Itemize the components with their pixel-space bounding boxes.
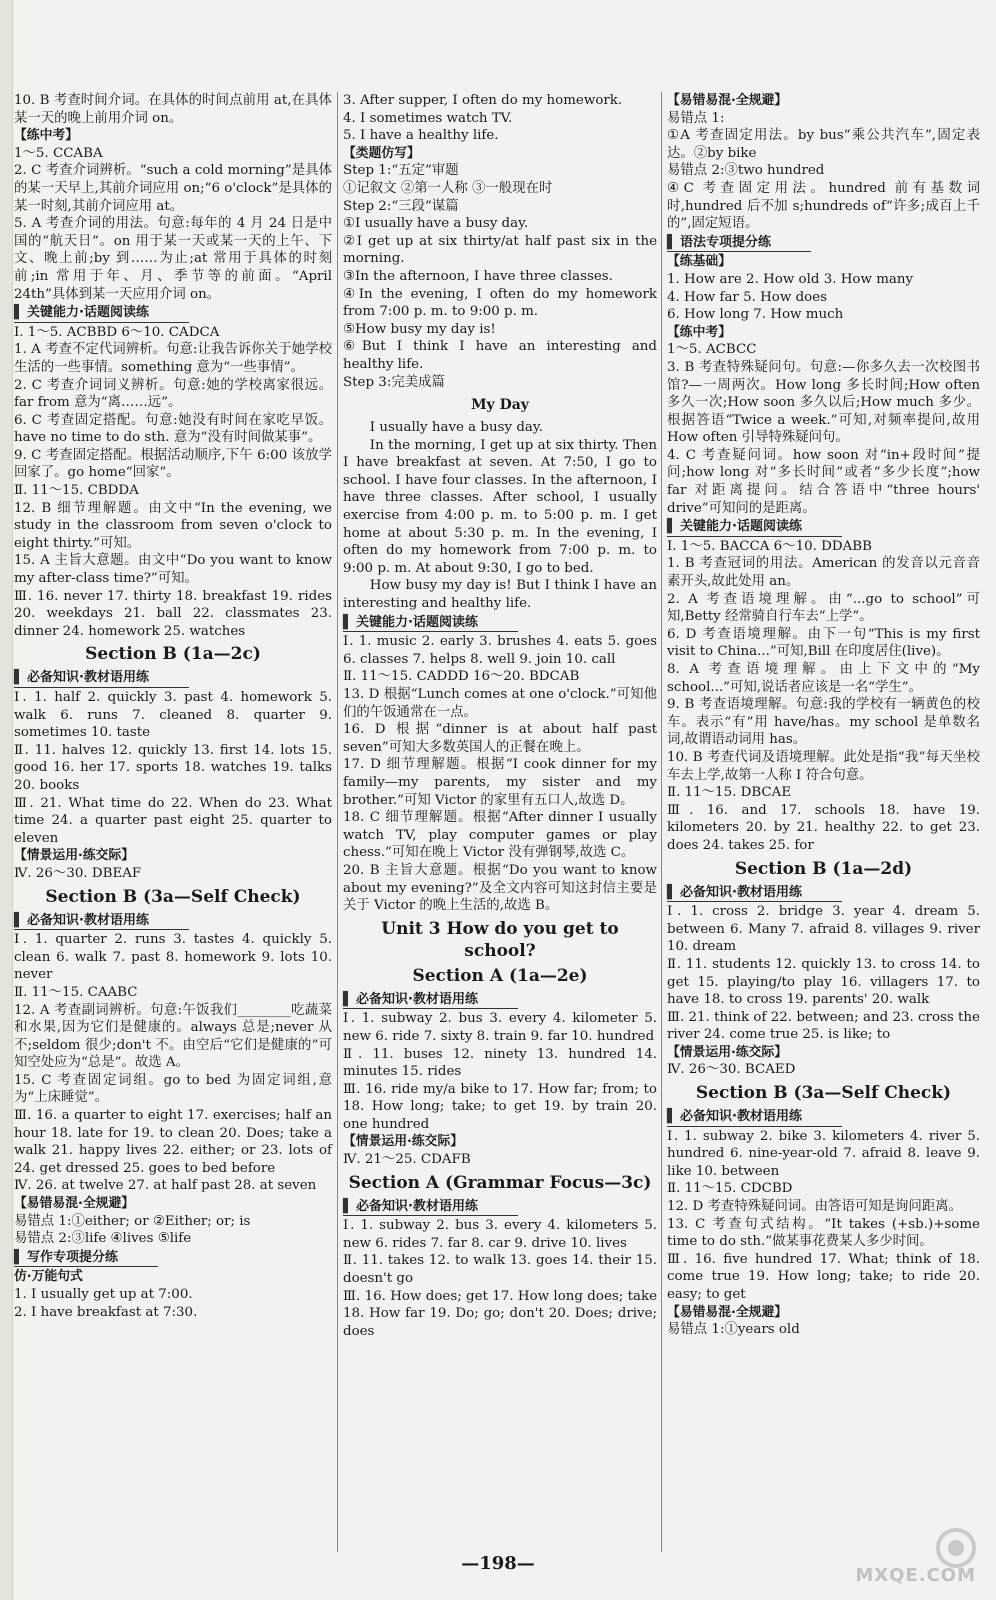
- answer-line: ②I get up at six thirty/at half past six in the morning.: [343, 233, 657, 267]
- answer-line: Ⅰ. 1. quarter 2. runs 3. tastes 4. quickly 5. clean 6. walk 7. past 8. homework 9. lots 10. never: [14, 932, 332, 983]
- answer-line: 易错点 2:③life ④lives ⑤life: [14, 1231, 192, 1247]
- bracket-heading: 【易错易混·全规避】: [14, 1196, 135, 1212]
- answer-line: Ⅰ. 1. subway 2. bike 3. kilometers 4. river 5. hundred 6. nine-year-old 7. afraid 8. leave 9. like 10. between: [667, 1128, 980, 1179]
- section-heading-bar: ▌ 语法专项提分练: [667, 234, 811, 253]
- bracket-heading: 【情景运用·练交际】: [343, 1134, 464, 1150]
- column-divider: [337, 92, 338, 1552]
- answer-line: 2. C 考查介词辨析。“such a cold morning”是具体的某一天早上,其前介词应用 on;“6 o'clock”是具体的某一时刻,其前介词应用 at。: [14, 163, 332, 214]
- answer-line: 1. I usually get up at 7:00.: [14, 1287, 193, 1302]
- answer-line: 9. C 考查固定搭配。根据活动顺序,下午 6:00 该放学回家了。go home“回家”。: [14, 447, 332, 481]
- section-heading: [343, 1197, 657, 1218]
- answer-line: Ⅰ. 1. half 2. quickly 3. past 4. homework 5. walk 6. runs 7. cleaned 8. quarter 9. sometimes 10. taste: [14, 690, 332, 741]
- answer-line: Ⅱ. 11. buses 12. ninety 13. hundred 14. minutes 15. rides: [343, 1046, 657, 1080]
- bracket-heading: 【情景运用·练交际】: [667, 1044, 788, 1060]
- answer-line: Ⅲ. 16. How does; get 17. How long does; take 18. How far 19. Do; go; don't 20. Does; drive; does: [343, 1288, 657, 1339]
- watermark-text: MXQE.COM: [855, 1565, 976, 1586]
- answer-line: 6. How long 7. How much: [667, 307, 844, 323]
- answer-line: Step 3:完美成篇: [343, 374, 445, 390]
- section-heading: [667, 233, 980, 254]
- answer-line: Ⅳ. 26～30. DBEAF: [14, 865, 142, 881]
- essay-paragraph: I usually have a busy day.: [369, 420, 543, 436]
- section-heading-bar: ▌ 必备知识·教材语用练: [14, 669, 189, 688]
- answer-line: Ⅱ. 11. takes 12. to walk 13. goes 14. their 15. doesn't go: [343, 1253, 657, 1287]
- answer-line: 17. D 细节理解题。根据“I cook dinner for my family—my parents, my sister and my brother.”可知 Victor 的家里有五口人,故选 D。: [343, 757, 657, 808]
- page-binding-edge: [0, 0, 13, 1600]
- answer-line: Ⅲ. 16. ride my/a bike to 17. How far; from; to 18. How long; take; to get 19. by train 20. one hundred: [343, 1081, 657, 1132]
- answer-line: Ⅰ. 1～5. BACCA 6～10. DDABB: [667, 538, 872, 554]
- section-heading: [14, 303, 332, 324]
- answer-line: 4. C 考查疑问词。how soon 对“in+段时间”提问;how long 对“多长时间”或者“多少长度”;how far 对距离提问。结合答语中“three hours' drive”可知问的是距离。: [667, 447, 980, 516]
- answer-line: Ⅲ. 21. think of 22. between; and 23. cross the river 24. come true 25. is like; to: [667, 1009, 980, 1043]
- answer-line: 18. C 细节理解题。根据“After dinner I usually watch TV, play computer games or play chess.”可知在晚上 Victor 没有弹钢琴,故选 C。: [343, 810, 657, 861]
- answer-line: 4. I sometimes watch TV.: [343, 110, 513, 126]
- answer-line: Ⅱ. 11～15. CDCBD: [667, 1181, 793, 1197]
- answer-line: ④In the evening, I often do my homework from 7:00 p. m. to 9:00 p. m.: [343, 286, 657, 320]
- section-heading-bar: ▌ 写作专项提分练: [14, 1249, 158, 1268]
- answer-line: 易错点 1:: [667, 110, 725, 126]
- answer-line: 1. B 考查冠词的用法。American 的发音以元音音素开头,故此处用 an。: [667, 556, 980, 590]
- answer-line: 4. How far 5. How does: [667, 289, 828, 305]
- essay-title: My Day: [471, 397, 529, 414]
- bracket-heading: 仿·万能句式: [14, 1269, 83, 1285]
- answer-line: 6. D 考查语境理解。由下一句“This is my first visit to China...”可知,Bill 在印度居住(live)。: [667, 626, 980, 660]
- answer-line: Ⅱ. 11～15. DBCAE: [667, 785, 792, 801]
- answer-line: Ⅰ. 1. subway 2. bus 3. every 4. kilometer 5. new 6. ride 7. sixty 8. train 9. far 10. hundred: [343, 1011, 657, 1044]
- section-title: Section B (1a—2c): [85, 644, 261, 665]
- answer-line: 13. C 考查句式结构。“It takes (+sb.)+some time to do sth.”做某事花费某人多少时间。: [667, 1216, 980, 1250]
- column-divider: [661, 92, 662, 1552]
- section-heading: [14, 911, 332, 932]
- answer-line: 12. B 细节理解题。由文中“In the evening, we study in the classroom from seven o'clock to eight thirty.”可知。: [14, 500, 332, 551]
- answer-line: 易错点 1:①either; or ②Either; or; is: [14, 1213, 251, 1229]
- section-heading-bar: ▌ 关键能力·话题阅读练: [14, 304, 189, 323]
- section-heading-bar: ▌ 必备知识·教材语用练: [14, 912, 189, 931]
- answer-line: Ⅳ. 21～25. CDAFB: [343, 1152, 471, 1168]
- answer-line: 2. A 考查语境理解。由“...go to school”可知,Betty 经常骑自行车去“上学”。: [667, 591, 980, 625]
- answer-line: 10. B 考查代词及语境理解。此处是指“我”每天坐校车去上学,故第一人称 I 符合句意。: [667, 749, 980, 783]
- section-heading-bar: ▌ 关键能力·话题阅读练: [343, 614, 518, 633]
- answer-line: Ⅰ. 1～5. ACBBD 6～10. CADCA: [14, 324, 220, 340]
- answer-line: 1～5. ACBCC: [667, 342, 757, 358]
- answer-line: Ⅱ. 11～15. CAABC: [14, 984, 138, 1000]
- section-heading-bar: ▌ 关键能力·话题阅读练: [667, 518, 842, 537]
- section-title: Section A (Grammar Focus—3c): [348, 1172, 652, 1193]
- answer-line: Ⅱ. 11. students 12. quickly 13. to cross 14. to get 15. playing/to play 16. villagers 17. to have 18. to cross 19. parents' 20. walk: [667, 956, 980, 1008]
- bracket-heading: 【类题仿写】: [343, 145, 420, 161]
- section-heading-bar: ▌ 必备知识·教材语用练: [667, 1108, 842, 1127]
- answer-line: Step 2:“三段”谋篇: [343, 198, 459, 214]
- bracket-heading: 【练基础】: [667, 254, 731, 270]
- answer-line: ⑥But I think I have an interesting and healthy life.: [343, 339, 657, 372]
- section-heading: [343, 613, 657, 634]
- bracket-heading: 【易错易混·全规避】: [667, 93, 788, 108]
- answer-line: ③In the afternoon, I have three classes.: [343, 268, 613, 284]
- section-title: Section B (3a—Self Check): [695, 1083, 952, 1104]
- answer-line: 12. D 考查特殊疑问词。由答语可知是询问距离。: [667, 1199, 962, 1215]
- answer-line: 5. I have a healthy life.: [343, 128, 499, 144]
- answer-line: 2. C 考查介词词义辨析。句意:她的学校离家很远。far from 意为“离……远”。: [14, 377, 332, 411]
- answer-line: 10. B 考查时间介词。在具体的时间点前用 at,在具体某一天的晚上前用介词 on。: [14, 93, 332, 126]
- answer-line: Ⅲ. 16. a quarter to eight 17. exercises; half an hour 18. late for 19. to clean 20. Does; take a walk 21. happy lives 22. either; or 23. lots of 24. get dressed 25. goes to bed before: [14, 1108, 332, 1176]
- answer-line: 12. A 考查副词辨析。句意:午饭我们________吃蔬菜和水果,因为它们是健康的。always 总是;never 从不;seldom 很少;don't 不。由空后“它们是健康的”可知空处应为“总是”。故选 A。: [14, 1002, 332, 1071]
- answer-line: Ⅱ. 11～15. CADDD 16～20. BDCAB: [343, 669, 580, 685]
- answer-line: Ⅱ. 11～15. CBDDA: [14, 483, 139, 499]
- section-title: Unit 3 How do you get to school?: [381, 918, 619, 961]
- answer-line: 1～5. CCABA: [14, 145, 103, 161]
- answer-line: Ⅰ. 1. music 2. early 3. brushes 4. eats 5. goes 6. classes 7. helps 8. well 9. join 10. call: [343, 634, 657, 667]
- bracket-heading: 【情景运用·练交际】: [14, 848, 135, 864]
- section-title: Section B (1a—2d): [734, 858, 913, 879]
- answer-line: 8. A 考查语境理解。由上下文中的“My school...”可知,说话者应该是一名“学生”。: [667, 662, 980, 695]
- section-heading: [667, 517, 980, 538]
- watermark-logo: [838, 1524, 988, 1592]
- essay-paragraph: How busy my day is! But I think I have an interesting and healthy life.: [343, 578, 657, 612]
- section-title: Section B (3a—Self Check): [45, 886, 301, 907]
- answer-line: 3. B 考查特殊疑问句。句意:—你多久去一次校图书馆?—一周两次。How long 多长时间;How often 多久一次;How soon 多久以后;How much 多少。根据答语“Twice a week.”可知,对频率提问,故用 How often 引导特殊疑问句。: [667, 359, 980, 446]
- section-title: Section A (1a—2e): [412, 965, 588, 986]
- section-heading: [667, 1107, 980, 1128]
- answer-line: 2. I have breakfast at 7:30.: [14, 1304, 198, 1320]
- answer-line: Ⅰ. 1. cross 2. bridge 3. year 4. dream 5. between 6. Many 7. afraid 8. villages 9. river 10. dream: [667, 904, 980, 955]
- answer-line: 1. How are 2. How old 3. How many: [667, 271, 914, 287]
- answer-column-3: [667, 92, 980, 1339]
- answer-line: ①I usually have a busy day.: [343, 216, 529, 232]
- answer-line: 15. A 主旨大意题。由文中“Do you want to know my after-class time?”可知。: [14, 553, 332, 587]
- answer-line: Ⅲ. 21. What time do 22. When do 23. What time 24. a quarter past eight 25. quarter to eleven: [14, 795, 332, 846]
- page-number: —198—: [461, 1553, 535, 1574]
- bracket-heading: 【练中考】: [667, 324, 731, 340]
- answer-line: 16. D 根据“dinner is at about half past seven”可知大多数英国人的正餐在晚上。: [343, 722, 657, 755]
- answer-line: Ⅲ. 16. never 17. thirty 18. breakfast 19. rides 20. weekdays 21. ball 22. classmates 23. dinner 24. homework 25. watches: [14, 588, 332, 639]
- answer-line: 9. B 考查语境理解。句意:我的学校有一辆黄色的校车。表示“有”用 have/has。my school 是单数名词,故谓语动词用 has。: [667, 697, 980, 748]
- section-heading: [343, 990, 657, 1011]
- answer-line: 易错点 1:①years old: [667, 1322, 800, 1338]
- answer-line: 易错点 2:③two hundred: [667, 163, 825, 179]
- section-heading-bar: ▌ 必备知识·教材语用练: [343, 991, 518, 1010]
- answer-line: ⑤How busy my day is!: [343, 321, 496, 337]
- answer-line: Ⅳ. 26. at twelve 27. at half past 28. at seven: [14, 1178, 317, 1194]
- answer-line: Ⅳ. 26～30. BCAED: [667, 1062, 796, 1078]
- section-heading: [14, 668, 332, 689]
- answer-line: 13. D 根据“Lunch comes at one o'clock.”可知他们的午饭通常在一点。: [343, 687, 657, 720]
- answer-line: Ⅲ. 16. and 17. schools 18. have 19. kilometers 20. by 21. healthy 22. to get 23. does 24. takes 25. for: [667, 802, 980, 853]
- section-heading: [14, 1248, 332, 1269]
- answer-line: 15. C 考查固定词组。go to bed 为固定词组,意为“上床睡觉”。: [14, 1072, 332, 1106]
- answer-line: Ⅰ. 1. subway 2. bus 3. every 4. kilometers 5. new 6. rides 7. far 8. car 9. drive 10. lives: [343, 1218, 657, 1251]
- answer-line: 1. A 考查不定代词辨析。句意:让我告诉你关于她学校生活的一些事情。something 意为“一些事情”。: [14, 342, 332, 375]
- bracket-heading: 【易错易混·全规避】: [667, 1304, 788, 1320]
- answer-line: ①记叙文 ②第一人称 ③一般现在时: [343, 180, 553, 196]
- answer-line: Ⅲ. 16. five hundred 17. What; think of 18. come true 19. How long; take; to ride 20. easy; to get: [667, 1251, 980, 1302]
- answer-line: ①A 考查固定用法。by bus“乘公共汽车”,固定表达。②by bike: [667, 128, 980, 161]
- section-heading: [667, 883, 980, 904]
- answer-line: Step 1:“五定”审题: [343, 163, 459, 179]
- section-heading-bar: ▌ 必备知识·教材语用练: [343, 1198, 518, 1217]
- answer-line: 6. C 考查固定搭配。句意:她没有时间在家吃早饭。have no time to do sth. 意为“没有时间做某事”。: [14, 412, 332, 446]
- answer-line: 3. After supper, I often do my homework.: [343, 93, 623, 108]
- essay-paragraph: In the morning, I get up at six thirty. Then I have breakfast at seven. At 7:50, I go to school. I have four classes. In the afternoon, I have three classes. After school, I usually exercise from 4:00 p. m. to 5:00 p. m. I get home at about 5:30 p. m. In the evening, I often do my homework from 7:00 p. m. to 9:00 p. m. At about 9:30, I go to bed.: [343, 437, 657, 576]
- answer-line: ④C 考查固定用法。hundred 前有基数词时,hundred 后不加 s;hundreds of“许多;成百上千的”,固定短语。: [667, 180, 980, 232]
- answer-line: 20. B 主旨大意题。根据“Do you want to know about my evening?”及全文内容可知这封信主要是关于 Victor 的晚上生活的,故选 B。: [343, 862, 657, 914]
- answer-line: Ⅱ. 11. halves 12. quickly 13. first 14. lots 15. good 16. her 17. sports 18. watches 19. talks 20. books: [14, 742, 332, 793]
- section-heading-bar: ▌ 必备知识·教材语用练: [667, 884, 842, 903]
- answer-line: 5. A 考查介词的用法。句意:每年的 4 月 24 日是中国的“航天日”。on 用于某一天或某一天的上午、下文、晚上前;by 到……为止;at 常用于具体的时刻前;in 常用于年、月、季节等的前面。“April 24th”具体到某一天应用介词 on。: [14, 216, 332, 302]
- bracket-heading: 【练中考】: [14, 128, 78, 144]
- answer-column-2: [343, 92, 657, 1340]
- answer-column-1: [14, 92, 332, 1321]
